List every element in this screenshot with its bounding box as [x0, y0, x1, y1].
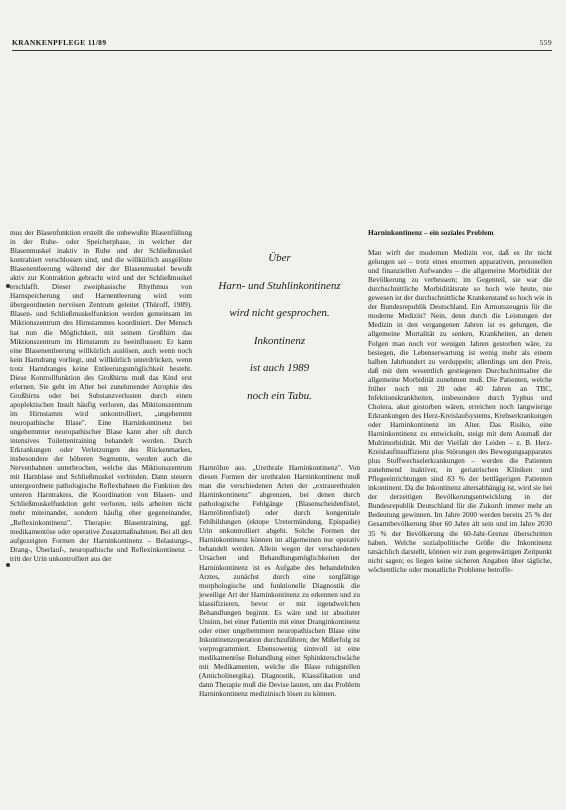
column-3-text: Man wirft der modernen Medizin vor, daß es ihr nicht gelungen sei – trotz eines enormen apparativen, personellen und finanziellen Aufwandes – die allgemeine Morbidität der Bevölkerung zu verbessern; im Gegenteil, sie war die durchschnittliche Morbiditätsrate so hoch wie heute, nie gewesen ist der durchschnittliche Krankenstand so hoch wie in der Bundesrepublik Deutschland. Ein Armutszeugnis für die moderne Medizin? Nein, denn durch die Leistungen der Medizin in den vergangenen Jahren ist es gelungen, die allgemeine Mortalität zu senken, Krankheiten, an denen Folgen man noch vor wenigen Jahren gestorben wäre, zu besiegen, die Lebenserwartung ist wenig mehr als einem halben Jahrhundert zu verdoppeln; allerdings um den Preis, daß mit dem wesentlich gestiegenen Durchschnittsalter die allgemeine Morbidität zunehmen muß. Die Patienten, welche früher noch mit 20 oder 40 Jahren an TBC, Infektionskrankheiten, insbesondere durch Typhus und Cholera, akut gestorben wären, erreichen noch langwierige Erkrankungen des Herz-Kreislaufsystems, Krebserkrankungen oder Harninkontinenz im Alter. Das Risiko, eine Harninkontinenz zu entwickeln, steigt mit dem Ausmaß der Multimorbidität. Mit der Vielfalt der Leiden – z. B. Herz-Kreislaufinsuffizienz plus Störungen des Bewegungsapparates plus Stoffwechselerkrankungen – werden die Patienten zunehmend inaktiver, in geriatrischen Kliniken und Pflegeeinrichtungen sind 83 % der bettlägerigen Patienten inkontinent. Da die Inkontinenz altersabhängig ist, wird sie bei der derzeitigen Bevölkerungsentwicklung in der Bundesrepublik Deutschland für die Zukunft immer mehr an Bedeutung gewinnen. Im Jahre 2000 werden bereits 25 % der Gesamtbevölkerung über 60 Jahre alt sein und im Jahre 2030 35 % der Bevölkerung die 60-Jahr-Grenze überschritten haben. Welche sozialpolitische Größe die Inkontinenz tatsächlich darstellt, können wir zum gegenwärtigen Zeitpunkt nicht sagen; es liegen keine sicheren Angaben über tägliche, wöchentliche oder monatliche Probleme betroffe- [368, 248, 552, 574]
column-2-text: Harnröhre aus. „Urethrale Harninkontinenz". Von diesen Formen der urethralen Harninkontinenz muß man die verschiedenen Arten der „extraurethralen Harninkontinenz" abgrenzen, bei denen durch pathologische Fehlgänge (Blasenscheidenfistel, Harnröhrenfistel) oder durch kongenitale Fehlbildungen (ektope Uretermündung, Epispadie) Urin unkontrolliert abgeht. Solche Formen der Harninkontinenz können im allgemeinen nur operativ behandelt werden. Allein wegen der verschiedenen Ursachen und Behandlungsmöglichkeiten der Harninkontinenz ist es Aufgabe des behandelnden Arztes, zunächst durch eine sorgfältige morphologische und funktionelle Diagnostik die jeweilige Art der Harninkontinenz zu erkennen und zu klassifizieren, bevor er mit irgendwelchen Behandlungen beginnt. Es wäre und ist absoluter Unsinn, bei einer Patientin mit einer Dranginkontinenz oder einer ungehemmten neuropathischen Blase eine Inkontinenzoperation durchzuführen; der Mißerfolg ist vorprogrammiert. Ebensowenig sinnvoll ist eine medikamentöse Behandlung einer Sphinkterschwäche mit Medikamenten, welche die Blase ruhigstellen (Anticholinergika). Diagnostik, Klassifikation und dann Therapie muß die Devise lauten, um das Problem Harninkontinenz medizinisch lösen zu können. [199, 463, 360, 699]
column-1-text: mus der Blasenfunktion erstellt die unbewußte Blasenfüllung in der Ruhe- oder Speicherphase, in welcher der Blasenmuskel inaktiv in Ruhe und der Schließmuskel kontrahiert verschlossen sind, und die willkürlich ausgelöste Blasenentleerung während der der Blasenmuskel bewußt aktiv zur Kontraktion gebracht wird und der Schließmuskel erschlafft. Dieser zweiphasische Rhythmus von Harnspeicherung und Harnentleerung wird vom übergeordneten nervösen Zentrum geleitet (Thüroff, 1989). Blasen- und Schließmuskelfunktion werden gemeinsam im Miktionszentrum des Hirnstammes koordiniert. Der Mensch hat nun die Möglichkeit, mit seinem Großhirn das Miktionszentrum im Hirnstamm zu beeinflussen: Er kann eine Blasenentleerung willkürlich auslösen, auch wenn noch kein Harndrang vorliegt, und willkürlich unterdrücken, wenn trotz Harndranges keine Entleerungsmöglichkeit besteht. Diese Kontrollfunktion des Großhirns muß das Kind erst erlernen. Sie geht im Alter bei zunehmender Atrophie des Großhirns oder bei Substanzverlusten durch einen apoplektischen Insult häufig verloren, das Miktionszentrum im Hirnstamm wird unkontrolliert, „ungehemmt neuropathische Blase". Eine Harninkontinenz bei ungehemmter neuropathischer Blase kann aber oft durch intensives Toilettentraining behandelt werden. Durch Erkrankungen oder Verletzungen des Rückenmarkes, insbesondere der höheren Segmente, werden auch die Nervenbahnen unterbrochen, welche das Miktionszentrum mit Harnblase und Schließmuskel verbinden. Dann steuern untergeordnete pathologische Reflexbahnen die Funktion des unteren Harntraktes, die Koordination von Blasen- und Schließmuskelfunktion geht verloren, teils arbeiten nicht mehr miteinander, sondern häufig eher gegeneinander, „Reflexinkontinenz". Therapie: Blasentraining, ggf. medikamentöse oder operative Zusatzmaßnahmen. Bei all den aufgezeigten Formen der Harninkontinenz – Belastungs-, Drang-, Überlauf-, neuropathische und Reflexinkontinenz – tritt der Urin unkontrolliert aus der [10, 228, 192, 563]
article-column-1 [10, 228, 192, 563]
pull-quote-line: Über [268, 252, 291, 264]
header-divider [12, 50, 552, 51]
pull-quote [199, 245, 360, 445]
pull-quote-line: noch ein Tabu. [247, 389, 312, 402]
article-column-3 [368, 228, 552, 574]
punch-hole-mark [6, 563, 10, 567]
running-header [12, 36, 552, 50]
pull-quote-line: ist auch 1989 [249, 362, 310, 374]
section-heading: Harninkontinenz – ein soziales Problem [368, 228, 494, 237]
journal-title: KRANKENPFLEGE 11/89 [12, 38, 107, 47]
page-number: 559 [539, 38, 552, 47]
punch-hole-mark [6, 284, 10, 288]
pull-quote-line: wird nicht gesprochen. [229, 307, 330, 319]
pull-quote-line: Inkontinenz [253, 334, 306, 347]
article-column-2 [199, 463, 360, 698]
pull-quote-line: Harn- und Stuhlinkontinenz [218, 279, 341, 292]
